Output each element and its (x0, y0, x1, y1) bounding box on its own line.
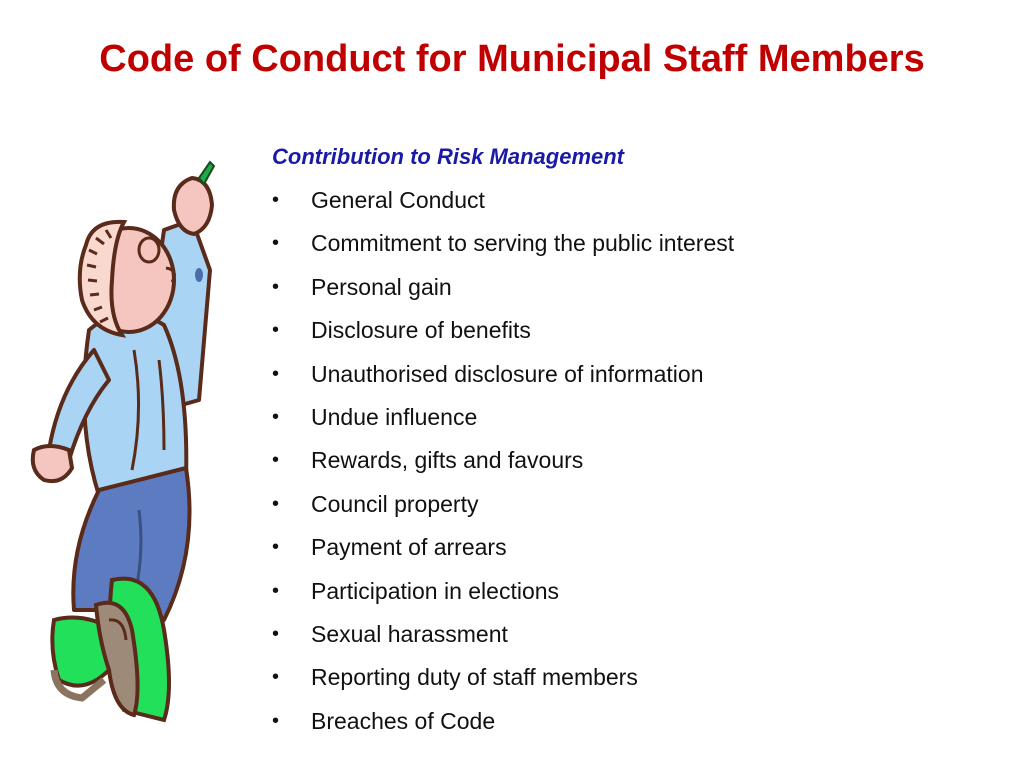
slide-title: Code of Conduct for Municipal Staff Members (99, 38, 925, 80)
bullet-icon: • (272, 622, 280, 645)
bullet-icon: • (272, 579, 280, 602)
bullet-icon: • (272, 449, 280, 472)
list-item (272, 530, 992, 573)
list-item-text: Participation in elections (311, 577, 560, 604)
list-item-text: Sexual harassment (311, 620, 508, 647)
list-item (272, 270, 992, 313)
slide-content (272, 140, 992, 747)
bullet-icon: • (272, 492, 280, 515)
list-item-text: Payment of arrears (311, 534, 507, 561)
bullet-icon: • (272, 709, 280, 732)
bullet-icon: • (272, 536, 280, 559)
list-item (272, 400, 992, 443)
list-item-text: Disclosure of benefits (311, 317, 531, 344)
list-item-text: Reporting duty of staff members (311, 664, 638, 691)
list-item (272, 357, 992, 400)
list-item-text: Breaches of Code (311, 707, 496, 734)
list-item-text: Rewards, gifts and favours (311, 447, 584, 474)
list-item-text: General Conduct (311, 187, 485, 213)
topic-list (272, 183, 992, 747)
list-item (272, 617, 992, 660)
section-subtitle: Contribution to Risk Management (272, 144, 624, 169)
bullet-icon: • (272, 666, 280, 689)
list-item-text: Personal gain (311, 273, 452, 300)
list-item (272, 313, 992, 356)
bullet-icon: • (272, 405, 280, 428)
list-item-text: Undue influence (311, 403, 478, 430)
list-item-text: Unauthorised disclosure of information (311, 360, 704, 387)
bullet-icon: • (272, 362, 280, 385)
list-item-text: Commitment to serving the public interest (311, 230, 735, 257)
bullet-icon: • (272, 232, 280, 255)
list-item (272, 183, 992, 226)
bullet-icon: • (272, 189, 280, 211)
list-item (272, 443, 992, 486)
list-item (272, 574, 992, 617)
list-item-text: Council property (311, 490, 479, 517)
list-item (272, 704, 992, 747)
bullet-icon: • (272, 275, 280, 298)
bullet-icon: • (272, 319, 280, 342)
list-item (272, 660, 992, 703)
man-writing-illustration (14, 150, 244, 730)
list-item (272, 226, 992, 269)
list-item (272, 487, 992, 530)
